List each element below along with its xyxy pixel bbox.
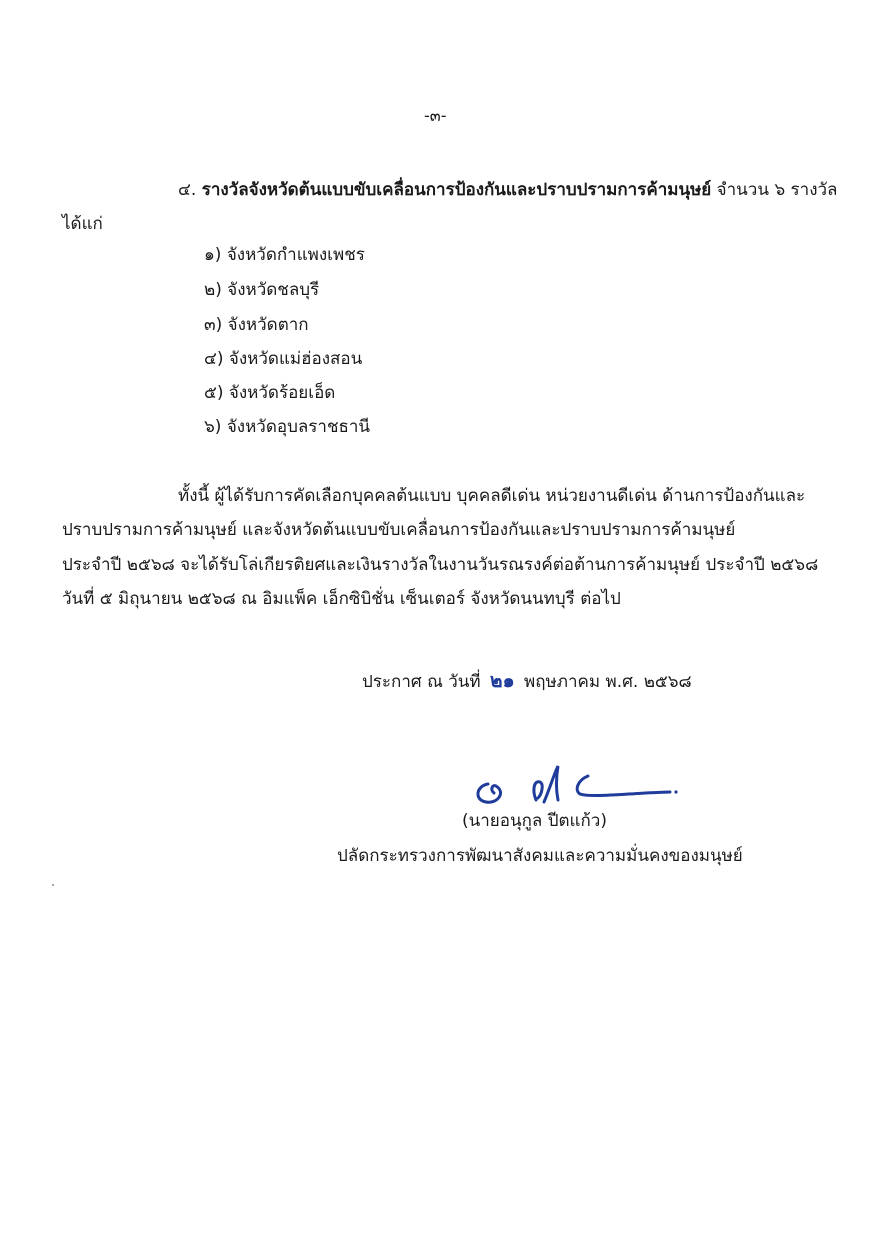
paragraph-line: วันที่ ๕ มิถุนายน ๒๕๖๘ ณ อิมแพ็ค เอ็กซิบิชั่น เซ็นเตอร์ จังหวัดนนทบุรี ต่อไป [62,589,621,609]
signer-title: ปลัดกระทรวงการพัฒนาสังคมและความมั่นคงของมนุษย์ [337,846,743,866]
section-title: รางวัลจังหวัดต้นแบบขับเคลื่อนการป้องกันและปราบปรามการค้ามนุษย์ [201,180,712,200]
signature-image [470,760,690,810]
list-item: ๓) จังหวัดตาก [204,315,309,335]
announcement-suffix: พฤษภาคม พ.ศ. ๒๕๖๘ [524,672,692,692]
section-heading [178,178,837,202]
list-item: ๑) จังหวัดกำแพงเพชร [204,245,365,265]
list-item: ๒) จังหวัดชลบุรี [204,280,320,300]
announcement-prefix: ประกาศ ณ วันที่ [362,672,481,692]
signer-name: (นายอนุกูล ปีตแก้ว) [462,811,607,831]
handwritten-day: ๒๑ [490,670,515,692]
announcement-date [362,669,692,694]
paragraph-line: ทั้งนี้ ผู้ได้รับการคัดเลือกบุคคลต้นแบบ บุคคลดีเด่น หน่วยงานดีเด่น ด้านการป้องกันและ [178,486,806,506]
section-count: จำนวน ๖ รางวัล [716,180,838,200]
list-item: ๖) จังหวัดอุบลราชธานี [204,417,371,437]
section-number: ๔. [178,180,197,200]
page-number: -๓- [424,106,447,125]
paper-speck [52,884,54,886]
list-item: ๕) จังหวัดร้อยเอ็ด [204,383,336,403]
list-item: ๔) จังหวัดแม่ฮ่องสอน [204,349,363,369]
section-intro: ได้แก่ [62,214,103,234]
paragraph-line: ปราบปรามการค้ามนุษย์ และจังหวัดต้นแบบขับเคลื่อนการป้องกันและปราบปรามการค้ามนุษย์ [62,520,736,540]
paragraph-line: ประจำปี ๒๕๖๘ จะได้รับโล่เกียรติยศและเงินรางวัลในงานวันรณรงค์ต่อต้านการค้ามนุษย์ ประจำปี ๒๕๖๘ [62,555,819,575]
